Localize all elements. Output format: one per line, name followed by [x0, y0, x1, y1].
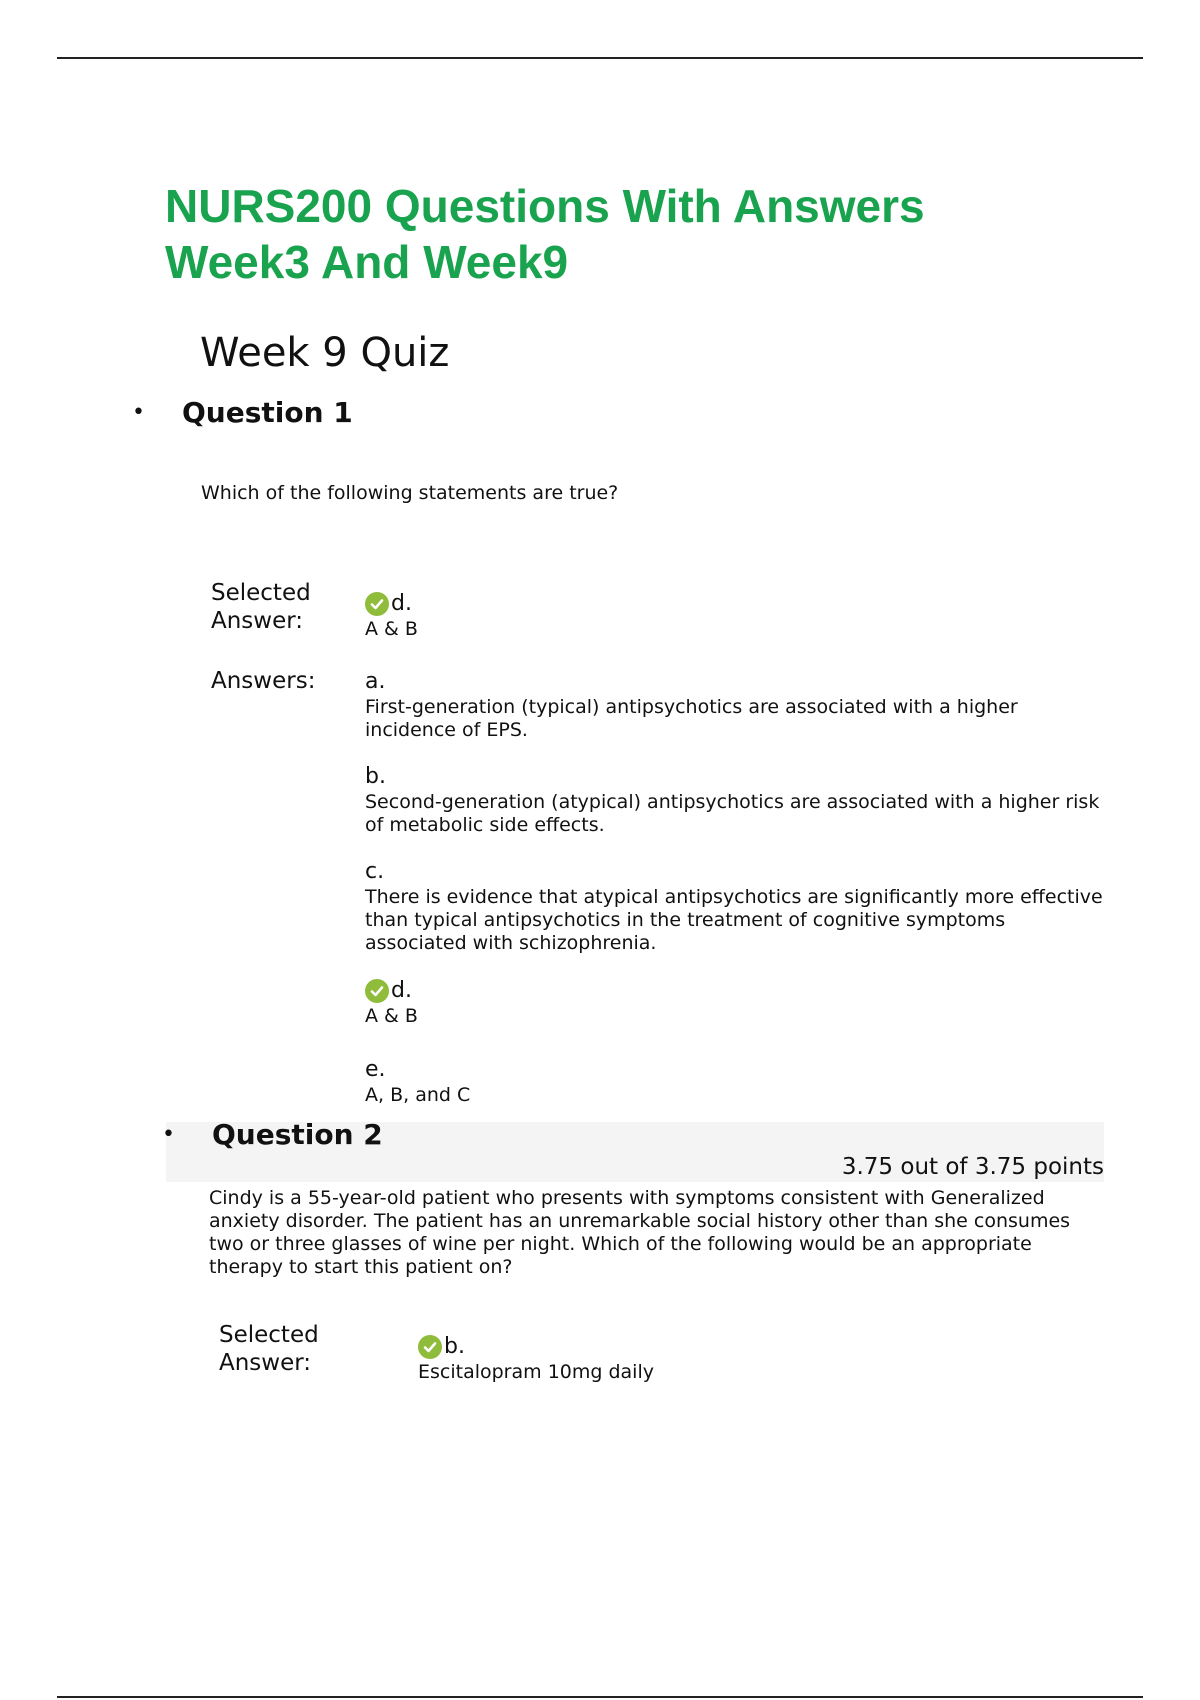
option-text: A, B, and C [365, 1084, 471, 1106]
question-2-title: Question 2 [212, 1118, 383, 1151]
option-text: Second-generation (atypical) antipsychotics are associated with a higher risk of metabolic side effects. [365, 791, 1100, 836]
selected-label-line-1: Selected [219, 1322, 319, 1348]
question-1-text: Which of the following statements are true? [201, 482, 619, 504]
top-rule [57, 57, 1143, 59]
option-letter: e. [365, 1057, 386, 1082]
selected-answer-letter: b. [444, 1334, 465, 1359]
question-2-heading [162, 1118, 383, 1151]
selected-answer-text: A & B [365, 618, 418, 640]
option-letter: d. [391, 978, 412, 1003]
answer-option-a [365, 669, 1105, 742]
document-title [165, 178, 1065, 290]
check-circle-icon [365, 592, 389, 616]
selected-label-line-2: Answer: [219, 1350, 312, 1376]
selected-answer-letter: d. [391, 591, 412, 616]
document-title-line-2: Week3 And Week9 [165, 236, 569, 288]
answer-option-c [365, 859, 1105, 955]
answer-option-e [365, 1057, 1105, 1107]
question-2-selected-answer [418, 1334, 1158, 1384]
selected-answer-label [219, 1321, 339, 1377]
option-letter: b. [365, 764, 386, 789]
option-text: First-generation (typical) antipsychotics are associated with a higher incidence of EPS. [365, 696, 1018, 741]
bullet: • [132, 400, 145, 425]
check-circle-icon [418, 1335, 442, 1359]
option-text: A & B [365, 1005, 418, 1027]
question-2-text: Cindy is a 55-year-old patient who presents with symptoms consistent with Generalized anxiety disorder. The patient has an unremarkable social history other than she consumes two or three glasses of wine per night. Which of the following would be an appropriate therapy to start this patient on? [209, 1187, 1071, 1278]
question-1-heading [132, 396, 353, 429]
selected-label-line-1: Selected [211, 580, 311, 606]
document-title-line-1: NURS200 Questions With Answers [165, 180, 925, 232]
bottom-rule [57, 1696, 1143, 1698]
bullet: • [162, 1122, 175, 1147]
question-1-selected-answer [365, 591, 1105, 641]
check-circle-icon [365, 979, 389, 1003]
question-2-score: 3.75 out of 3.75 points [841, 1154, 1104, 1180]
answers-label: Answers: [211, 668, 316, 694]
answer-option-b [365, 764, 1105, 837]
selected-answer-label [211, 579, 331, 635]
answer-option-d [365, 978, 1105, 1028]
quiz-title: Week 9 Quiz [200, 330, 450, 376]
question-1-title: Question 1 [182, 396, 353, 429]
option-letter: a. [365, 669, 386, 694]
selected-answer-text: Escitalopram 10mg daily [418, 1361, 654, 1383]
selected-label-line-2: Answer: [211, 608, 304, 634]
option-letter: c. [365, 859, 385, 884]
option-text: There is evidence that atypical antipsychotics are significantly more effective than typical antipsychotics in the treatment of cognitive symptoms associated with schizophrenia. [365, 886, 1103, 954]
